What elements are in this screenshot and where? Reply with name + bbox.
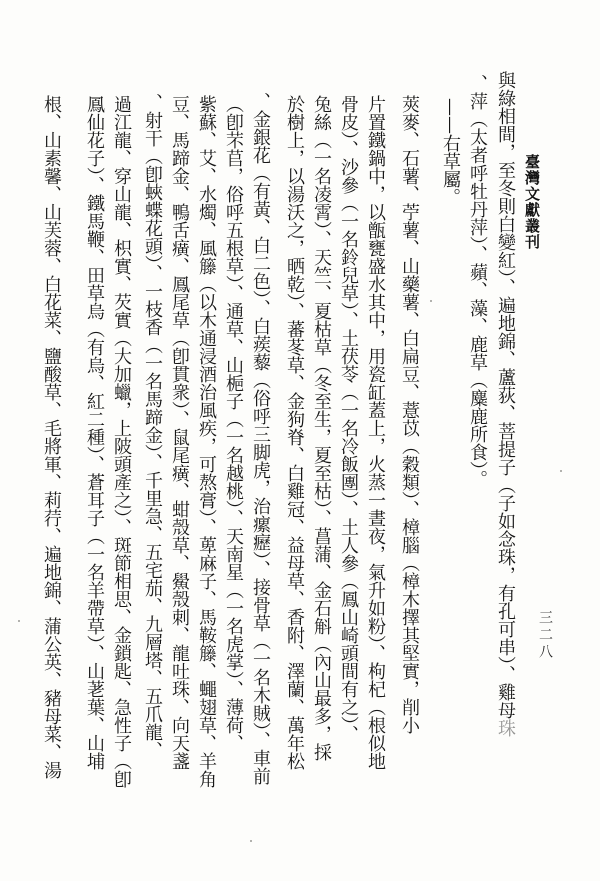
scan-speckle bbox=[560, 470, 562, 472]
scan-speckle bbox=[430, 300, 432, 302]
text-column-8: 於樹上，以湯沃之，晒乾）、蕃苳草、金狗脊、白雞冠、益母草、香附、澤蘭、萬年松 bbox=[284, 95, 305, 770]
text-column-11: 紫蘇、艾、水燭、風籐（以木通浸酒治風疾，可熬膏）、萆麻子、馬鞍籐、蠅翅草、羊角 bbox=[196, 95, 217, 788]
text-column-14: 過江龍、穿山龍、枳實、芡實（大加蠟，上陂頭產之）、斑節相思、金鎖匙、急性子（卽 bbox=[111, 95, 132, 788]
text-column-2: 、萍（太者呼牡丹萍）、蘋、藻、鹿草（麋鹿所食）。 bbox=[467, 74, 488, 488]
text-column-6: 骨皮）、沙參（一名鈴兒草）、土茯苓（一名冷飯團）、土人參（鳳山崎頭間有之）、 bbox=[338, 95, 359, 743]
page-number: 三二八 bbox=[537, 610, 553, 661]
text-column-9: 、金銀花（有黃、白二色）、白蒺藜（俗呼三脚虎，治瘰癧）、接骨草（一名木賊）、車前 bbox=[250, 92, 271, 785]
text-column-12: 豆、馬蹄金、鴨舌癀、鳳尾草（卽貫衆）、鼠尾癀、蚶殼草、鱟殼刺、龍吐珠、向天盞 bbox=[169, 95, 190, 770]
text-column-4: 莢麥、石薯、苧薯、山藥薯、白扁豆、薏苡（穀類）、樟腦（樟木擇其堅實，削小 bbox=[399, 95, 420, 734]
scan-speckle bbox=[18, 620, 20, 622]
masthead: 臺灣文獻叢刊 bbox=[523, 154, 541, 250]
text-column-3: ——右草屬。 bbox=[440, 98, 461, 206]
text-column-16: 根、山素馨、山芙蓉、白花菜、鹽酸草、毛將軍、莉荇、遍地錦、蒲公英、豬母菜、湯 bbox=[41, 95, 62, 779]
text-column-13: 、射干（卽蛺蝶花頭）、一枝香（一名馬蹄金）、千里急、五宅茄、九層塔、五爪龍、 bbox=[142, 93, 163, 759]
text-column-10: （卽芣苢，俗呼五根草）、通草、山梔子（一名越桃）、天南星（一名虎掌）、薄荷、 bbox=[223, 95, 244, 752]
faint-character: 珠 bbox=[495, 719, 516, 737]
text-column-7: 兔絲（一名凌霄）、天竺、夏枯草（冬至生，夏至枯）、菖蒲、金石斛（內山最多，採 bbox=[311, 95, 332, 761]
text-column-5: 片置鐵鍋中，以甑甕盛水其中，用瓷缸蓋上，火蒸一晝夜，氣升如粉）、枸杞（根似地 bbox=[365, 95, 386, 770]
text-column-1 bbox=[494, 71, 517, 737]
text-column-15: 鳳仙花子）、鐵馬鞭、田草烏（有烏、紅二種）、蒼耳子（一名羊帶草）、山荖葉、山埔 bbox=[84, 95, 105, 770]
scan-speckle bbox=[250, 840, 252, 842]
column-text: 與綠相間，至冬則白變紅）、遍地錦、蘆荻、菩提子（子如念珠，有孔可串）、雞母 bbox=[495, 71, 516, 719]
